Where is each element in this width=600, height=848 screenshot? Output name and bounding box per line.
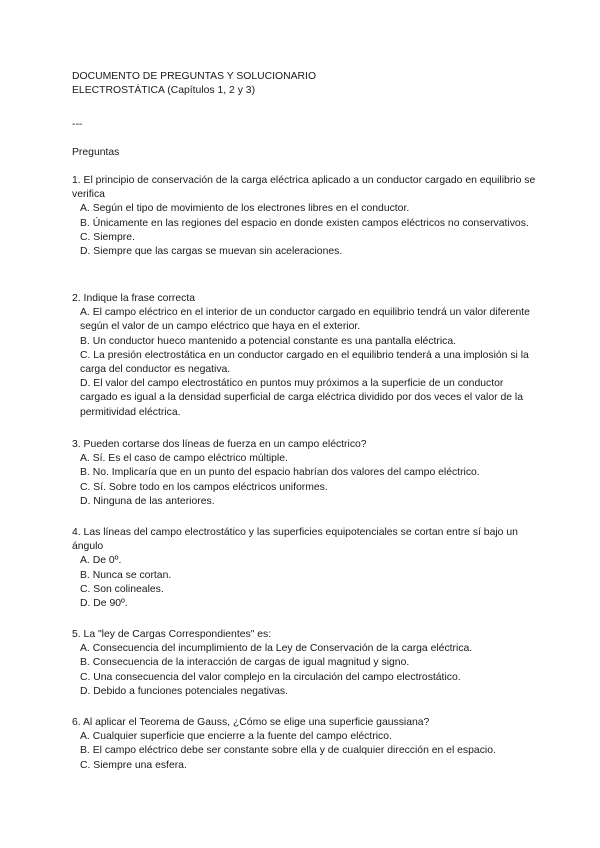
question-3	[72, 438, 542, 509]
option-d: D. Ninguna de las anteriores.	[80, 495, 215, 507]
option-b: B. El campo eléctrico debe ser constante sobre ella y de cualquier dirección en el espacio.	[80, 745, 496, 757]
option-a: A. De 0º.	[80, 555, 122, 567]
question-stem: 3. Pueden cortarse dos líneas de fuerza en un campo eléctrico?	[72, 439, 367, 450]
option-a: A. Consecuencia del incumplimiento de la Ley de Conservación de la carga eléctrica.	[80, 643, 473, 655]
option-d: D. Siempre que las cargas se muevan sin aceleraciones.	[80, 246, 343, 258]
option-d: D. De 90º.	[80, 598, 128, 610]
option-a: A. Cualquier superficie que encierre a la fuente del campo eléctrico.	[80, 731, 392, 743]
question-6	[72, 716, 542, 773]
option-c: C. La presión electrostática en un conductor cargado en el equilibrio tenderá a una implosión si la carga del conductor es negativa.	[80, 349, 529, 376]
option-b: B. Nunca se cortan.	[80, 569, 172, 581]
option-d: D. El valor del campo electrostático en puntos muy próximos a la superficie de un conductor cargado es igual a la densidad superficial de carga eléctrica dividido por dos veces el valor de la permitividad eléctrica.	[80, 378, 524, 418]
document-header	[72, 70, 542, 98]
option-a: A. Sí. Es el caso de campo eléctrico múltiple.	[80, 453, 288, 465]
question-stem: 6. Al aplicar el Teorema de Gauss, ¿Cómo se elige una superficie gaussiana?	[72, 717, 430, 728]
option-a: A. Según el tipo de movimiento de los electrones libres en el conductor.	[80, 203, 410, 215]
option-b: B. No. Implicaría que en un punto del espacio habrían dos valores del campo eléctrico.	[80, 467, 480, 479]
option-c: C. Sí. Sobre todo en los campos eléctricos uniformes.	[80, 481, 328, 493]
option-d: D. Debido a funciones potenciales negativas.	[80, 685, 288, 697]
document-subtitle: ELECTROSTÁTICA (Capítulos 1, 2 y 3)	[72, 85, 256, 97]
question-stem: 5. La "ley de Cargas Correspondientes" es:	[72, 629, 272, 640]
question-stem: 2. Indique la frase correcta	[72, 293, 196, 304]
question-4	[72, 526, 542, 611]
question-2	[72, 292, 542, 420]
separator: ---	[72, 119, 83, 130]
section-heading: Preguntas	[72, 147, 120, 158]
option-c: C. Una consecuencia del valor complejo en la circulación del campo electrostático.	[80, 671, 461, 683]
option-b: B. Únicamente en las regiones del espacio en donde existen campos eléctricos no conservativos.	[80, 217, 529, 229]
option-c: C. Siempre.	[80, 231, 135, 243]
question-1	[72, 174, 542, 259]
option-c: C. Siempre una esfera.	[80, 759, 187, 771]
question-stem: 4. Las líneas del campo electrostático y las superficies equipotenciales se cortan entre sí bajo un ángulo	[72, 527, 518, 553]
option-a: A. El campo eléctrico en el interior de un conductor cargado en equilibrio tendrá un valor diferente según el valor de un campo eléctrico que haya en el exterior.	[80, 307, 530, 333]
document-title: DOCUMENTO DE PREGUNTAS Y SOLUCIONARIO	[72, 71, 317, 82]
option-c: C. Son colineales.	[80, 583, 164, 595]
question-5	[72, 628, 542, 699]
option-b: B. Consecuencia de la interacción de cargas de igual magnitud y signo.	[80, 657, 410, 669]
question-stem: 1. El principio de conservación de la carga eléctrica aplicado a un conductor cargado en equilibrio se verifica	[72, 175, 536, 201]
option-b: B. Un conductor hueco mantenido a potencial constante es una pantalla eléctrica.	[80, 335, 457, 347]
